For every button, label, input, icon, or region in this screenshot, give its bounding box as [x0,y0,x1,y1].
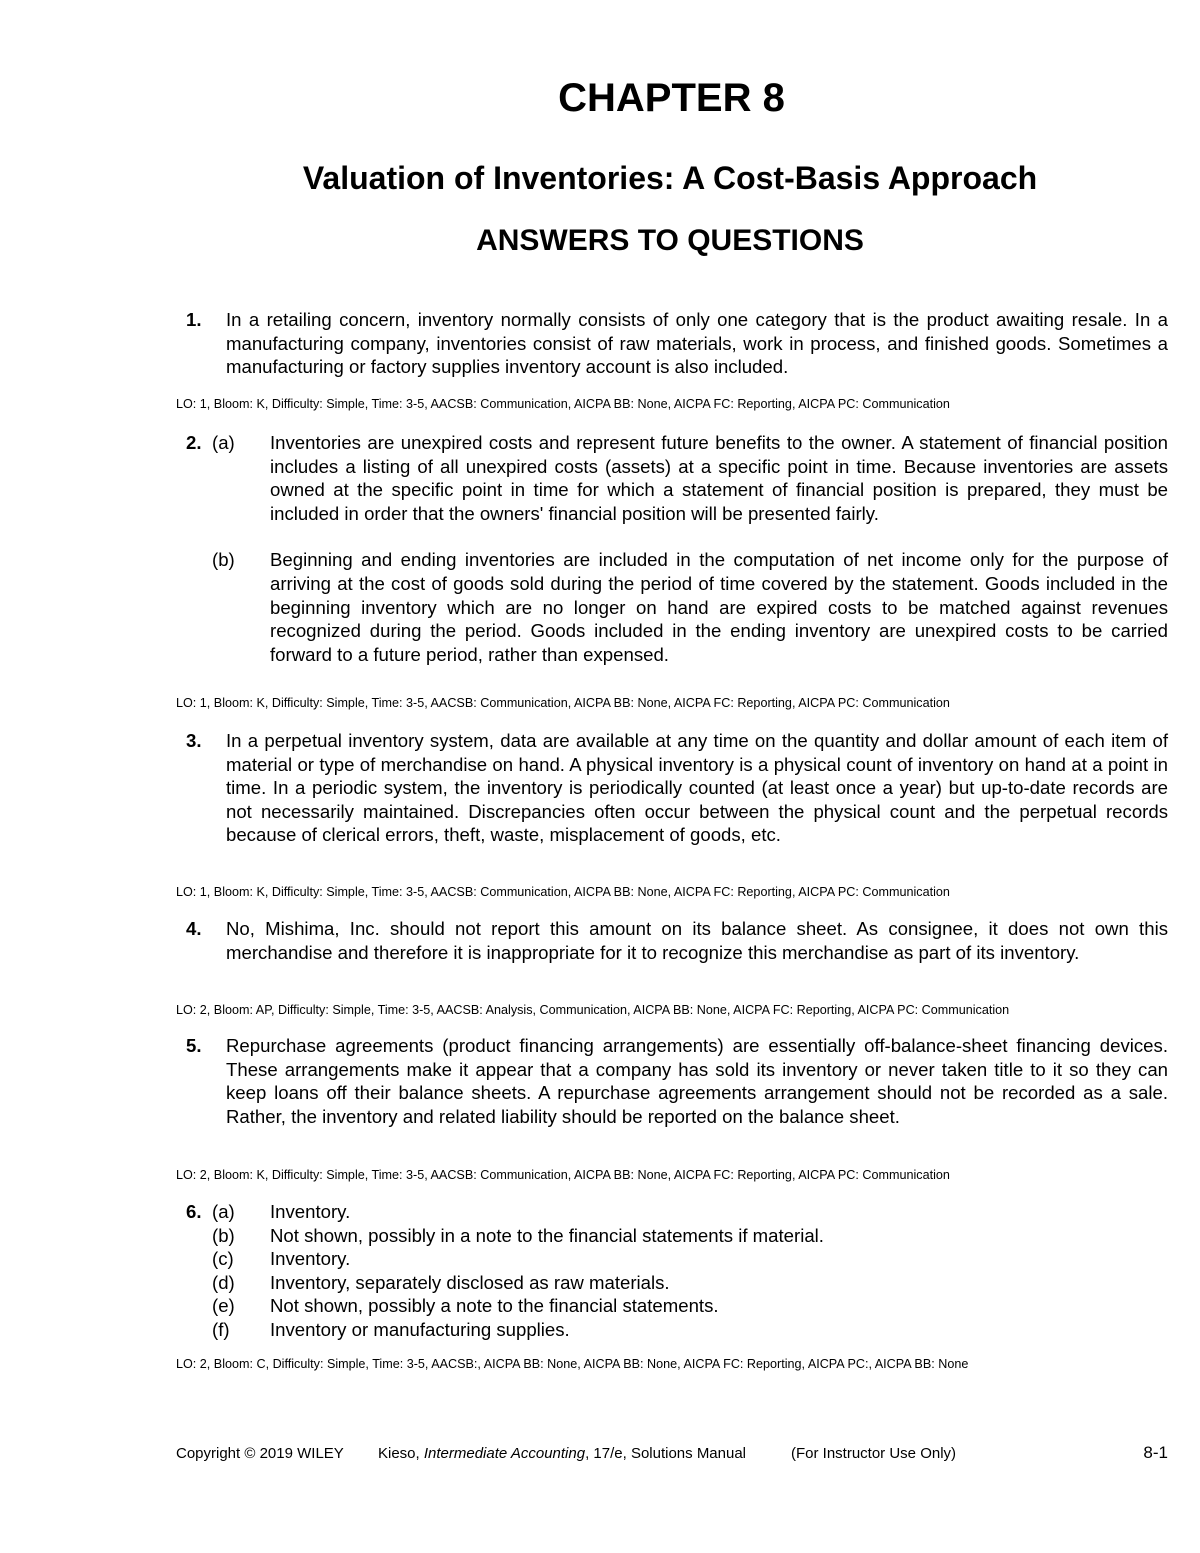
question-number: 3. [186,730,202,751]
list-item [186,1224,1168,1248]
question-3 [186,729,1168,847]
page-number: 8-1 [1143,1443,1168,1462]
question-6 [186,1200,1168,1342]
copyright-notice: Copyright © 2019 WILEY [176,1445,344,1462]
answer-part-a [186,431,1168,525]
item-label: (f) [212,1318,230,1340]
list-item [186,1294,1168,1318]
book-title: Intermediate Accounting [423,1445,586,1462]
item-label: (c) [212,1248,234,1270]
question-answer-text: No, Mishima, Inc. should not report this amount on its balance sheet. As consignee, it does not own this merchandise and therefore it is inappropriate for it to recognize this merchandise as part of its inventory. [226,918,1168,963]
question-5 [186,1034,1168,1128]
chapter-subtitle: Valuation of Inventories: A Cost-Basis Approach [302,160,1038,196]
book-citation [378,1445,746,1463]
part-text: Beginning and ending inventories are included in the computation of net income only for the purpose of arriving at the cost of goods sold during the period of time covered by the statement. Goods included in the beginning inventory which are no longer on hand are expired costs to be matched against revenues recognized during the period. Goods included in the ending inventory are unexpired costs to be carried forward to a future period, rather than expensed. [270,549,1168,665]
question-number: 4. [186,918,202,939]
question-answer-text: In a perpetual inventory system, data are available at any time on the quantity and dollar amount of each item of material or type of merchandise on hand. A physical inventory is a physical count of inventory on hand at a point in time. In a periodic system, the inventory is periodically counted (at least once a year) but up-to-date records are not necessarily maintained. Discrepancies often occur between the physical count and the perpetual records because of clerical errors, theft, waste, misplacement of goods, etc. [226,730,1168,846]
part-label: (a) [212,432,235,453]
part-text: Inventories are unexpired costs and represent future benefits to the owner. A statement of financial position includes a listing of all unexpired costs (assets) at a specific point in time. Because inventories are assets owned at the specific point in time for which a statement of financial position is prepared, they must be included in order that the owners' financial position will be presented fairly. [270,432,1168,524]
item-label: (e) [212,1295,235,1317]
answer-part-b [186,548,1168,666]
learning-objective-tag: LO: 1, Bloom: K, Difficulty: Simple, Time: 3-5, AACSB: Communication, AICPA BB: None, AICPA FC: Reporting, AICPA PC: Communication [176,696,950,710]
item-text: Inventory. [270,1248,351,1270]
question-number: 1. [186,309,202,330]
chapter-heading: CHAPTER 8 [558,76,785,120]
list-item [186,1200,1168,1224]
item-label: (b) [212,1224,235,1246]
question-number: 2. [186,432,202,453]
edition: , 17/e, Solutions Manual [585,1445,747,1462]
question-number: 5. [186,1035,202,1056]
item-text: Inventory or manufacturing supplies. [270,1318,570,1340]
learning-objective-tag: LO: 1, Bloom: K, Difficulty: Simple, Time: 3-5, AACSB: Communication, AICPA BB: None, AICPA FC: Reporting, AICPA PC: Communication [176,397,950,411]
item-text: Not shown, possibly in a note to the financial statements if material. [270,1224,824,1246]
question-number: 6. [186,1201,202,1222]
usage-note: (For Instructor Use Only) [791,1445,957,1462]
question-2 [186,431,1168,666]
item-text: Not shown, possibly a note to the financial statements. [270,1295,719,1317]
item-text: Inventory. [270,1201,351,1222]
list-item [186,1247,1168,1271]
item-label: (a) [212,1201,235,1222]
author: Kieso, [378,1445,424,1462]
section-heading: ANSWERS TO QUESTIONS [476,224,864,257]
question-4 [186,917,1168,964]
learning-objective-tag: LO: 1, Bloom: K, Difficulty: Simple, Time: 3-5, AACSB: Communication, AICPA BB: None, AICPA FC: Reporting, AICPA PC: Communication [176,885,950,899]
list-item [186,1271,1168,1295]
question-answer-text: Repurchase agreements (product financing arrangements) are essentially off-balance-sheet financing devices. These arrangements make it appear that a company has sold its inventory or never taken title to it so they can keep loans off their balance sheets. A repurchase agreements arrangement should not be recorded as a sale. Rather, the inventory and related liability should be reported on the balance sheet. [226,1035,1168,1127]
part-label: (b) [212,549,235,571]
learning-objective-tag: LO: 2, Bloom: AP, Difficulty: Simple, Time: 3-5, AACSB: Analysis, Communication, AICPA BB: None, AICPA FC: Reporting, AICPA PC: Communication [176,1003,1010,1017]
question-answer-text: In a retailing concern, inventory normally consists of only one category that is the product awaiting resale. In a manufacturing company, inventories consist of raw materials, work in process, and finished goods. Sometimes a manufacturing or factory supplies inventory account is also included. [226,309,1168,378]
learning-objective-tag: LO: 2, Bloom: C, Difficulty: Simple, Time: 3-5, AACSB:, AICPA BB: None, AICPA BB: None, AICPA FC: Reporting, AICPA PC:, AICPA BB: None [176,1357,969,1371]
item-text: Inventory, separately disclosed as raw materials. [270,1271,670,1293]
list-item [186,1318,1168,1342]
question-1 [186,308,1168,379]
item-label: (d) [212,1271,235,1293]
learning-objective-tag: LO: 2, Bloom: K, Difficulty: Simple, Time: 3-5, AACSB: Communication, AICPA BB: None, AICPA FC: Reporting, AICPA PC: Communication [176,1168,950,1182]
